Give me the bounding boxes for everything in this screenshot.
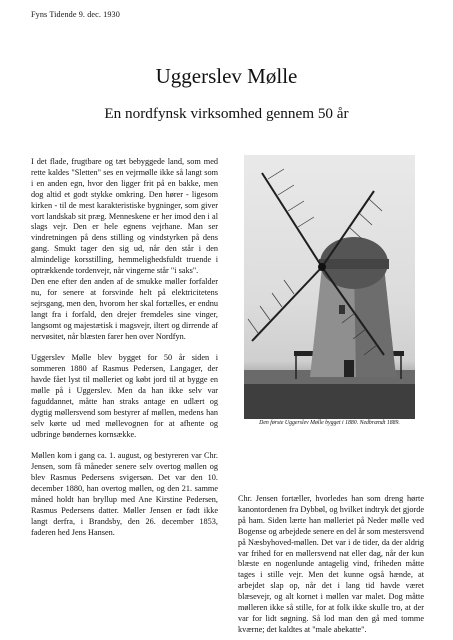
windmill-photo-icon xyxy=(244,155,415,419)
article-subtitle: En nordfynsk virksomhed gennem 50 år xyxy=(104,105,349,122)
right-column xyxy=(238,494,424,636)
paragraph: Chr. Jensen fortæller, hvorledes han som dreng hørte kanontordenen fra Dybbøl, og hvilket indtryk det gjorde på ham. Siden lærte han mølleriet på Neder mølle ved Bogense og arbejdede senere en del år som mestersvend på Næsbyhoved-møllen. Det var i de tider, da der aldrig var frihed for en møllersvend nat eller dag, når der kun blæste en nogenlunde antagelig vind, friheden måtte tages i stille vejr. Men det kunne også hænde, at arbejdet slap op, når det i lang tid havde været blæsevejr, og alt kornet i møllen var malet. Dog måtte mølleren ikke så stille, for at folk ikke skulle tro, at der var for lidt søgning. Så lod man den gå med tomme kværne; det kaldtes at "male abekatte". xyxy=(238,494,424,634)
photo-caption: Den første Uggerslev Mølle bygget i 1880. Nedbrændt 1889. xyxy=(259,420,400,426)
paragraph: Møllen kom i gang ca. 1. august, og bestyreren var Chr. Jensen, som få måneder senere selv overtog møllen og blev Rasmus Pedersens svigersøn. Det var den 10. december 1880, han overtog møllen, og den 21. samme måned holdt han bryllup med Ane Kirstine Pedersen, Rasmus Pedersens datter. Møller Jensen er født ikke langt derfra, i Brandsby, den 26. december 1853, faderen hed Jens Hansen. xyxy=(31,451,218,537)
left-column xyxy=(31,157,218,539)
paragraph: Uggerslev Mølle blev bygget for 50 år siden i sommeren 1880 af Rasmus Pedersen, Langager, der havde fået lyst til mølleriet og købt jord til at bygge en mølle på i Uggerslev. Men da han ikke selv var faguddannet, måtte han straks antage en udlært og dygtig møllersvend som bestyrer af møllen, medens han selv kørte ud med møllevognen for at afhente og udbringe bøndernes kornsække. xyxy=(31,353,218,439)
newspaper-header: Fyns Tidende 9. dec. 1930 xyxy=(31,10,120,19)
paragraph: I det flade, frugtbare og tæt bebyggede land, som med rette kaldes "Sletten" ses en vejrmølle ikke så langt som i en anden egn, hvor den ligger frit på en bakke, men dog altid et godt stykke omkring. Den hører - ligesom kirken - til de mest karakteristiske bygninger, som giver vort landskab sit præg. Menneskene er her imod den i al slags vejr. Den er hele egnens vejrhane. Man ser vindretningen på dens stilling og vindstyrken på dens gang. Smukt tager den sig ud, når den står i den almindelige korsstilling, hemmelighedsfuldt truende i optrækkende tordenvejr, når vingerne står "i saks". xyxy=(31,157,218,276)
article-title: Uggerslev Mølle xyxy=(155,64,298,88)
windmill-photo xyxy=(244,155,415,419)
paragraph: Den ene efter den anden af de smukke møller forfalder nu, for senere at forsvinde helt på elektricitetens sejrsgang, men den, hvorom her skal fortælles, er endnu langt fra i forfald, den drejer fremdeles sine vinger, langsomt og majestætisk i magsvejr, iltert og dirrende af nervøsitet, når blæsten farer hen over Nordfyn. xyxy=(31,276,218,341)
